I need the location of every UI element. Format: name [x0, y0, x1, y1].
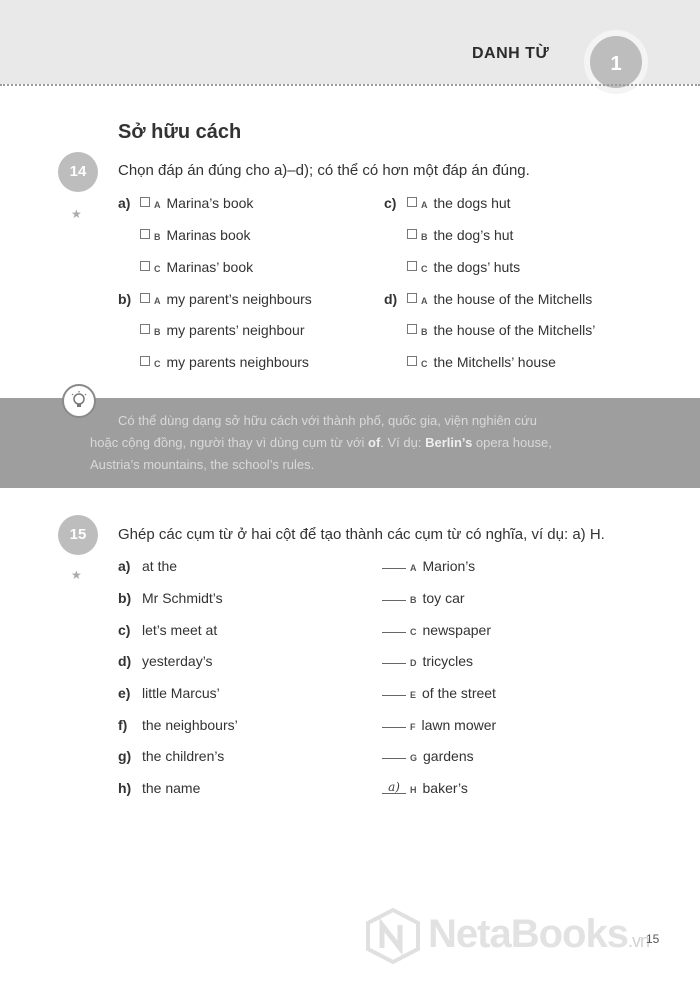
question-label: d)	[384, 291, 398, 307]
checkbox[interactable]	[140, 261, 150, 271]
right-item: G gardens	[382, 748, 474, 764]
left-item: yesterday’s	[142, 653, 213, 669]
right-item: C newspaper	[382, 622, 491, 638]
left-item: Mr Schmidt’s	[142, 590, 223, 606]
question-label: a)	[118, 195, 131, 211]
chapter-number: 1	[610, 53, 622, 75]
exercise-14-badge: 14	[58, 152, 98, 192]
left-item: the neighbours’	[142, 717, 238, 733]
option-d-C[interactable]: C the Mitchells’ house	[407, 354, 556, 370]
option-b-B[interactable]: B my parents’ neighbour	[140, 322, 305, 338]
item-label: h)	[118, 780, 132, 796]
checkbox[interactable]	[140, 356, 150, 366]
option-b-C[interactable]: C my parents neighbours	[140, 354, 309, 370]
option-c-A[interactable]: A the dogs hut	[407, 195, 511, 211]
answer-blank[interactable]: a)	[382, 781, 406, 794]
exercise-15-instruction: Ghép các cụm từ ở hai cột để tạo thành các cụm từ có nghĩa, ví dụ: a) H.	[118, 526, 605, 543]
right-item: A Marion’s	[382, 558, 475, 574]
left-item: the children’s	[142, 748, 225, 764]
exercise-15-badge: 15	[58, 515, 98, 555]
netabooks-logo-icon	[364, 908, 422, 964]
option-d-B[interactable]: B the house of the Mitchells’	[407, 322, 595, 338]
question-label: c)	[384, 195, 397, 211]
answer-blank[interactable]	[382, 568, 406, 569]
option-c-C[interactable]: C the dogs’ huts	[407, 259, 520, 275]
item-label: f)	[118, 717, 128, 733]
item-label: e)	[118, 685, 131, 701]
right-item: F lawn mower	[382, 717, 496, 733]
star-icon: ★	[71, 207, 82, 221]
checkbox[interactable]	[407, 356, 417, 366]
tip-text	[90, 410, 650, 476]
item-label: c)	[118, 622, 131, 638]
right-item: E of the street	[382, 685, 496, 701]
left-item: let’s meet at	[142, 622, 218, 638]
option-a-A[interactable]: A Marina’s book	[140, 195, 253, 211]
checkbox[interactable]	[407, 324, 417, 334]
tip-line-2: hoặc cộng đồng, người thay vì dùng cụm từ với of. Ví dụ: Berlin’s opera house,	[90, 435, 552, 450]
star-icon: ★	[71, 568, 82, 582]
left-item: the name	[142, 780, 201, 796]
answer-blank[interactable]	[382, 600, 406, 601]
option-a-C[interactable]: C Marinas’ book	[140, 259, 253, 275]
left-item: at the	[142, 558, 178, 574]
exercise-14-instruction: Chọn đáp án đúng cho a)–d); có thể có hơn một đáp án đúng.	[118, 162, 530, 179]
checkbox[interactable]	[140, 197, 150, 207]
option-c-B[interactable]: B the dog’s hut	[407, 227, 513, 243]
chapter-title: DANH TỪ	[472, 45, 550, 62]
right-item: D tricycles	[382, 653, 473, 669]
answer-blank[interactable]	[382, 632, 406, 633]
item-label: b)	[118, 590, 132, 606]
item-label: d)	[118, 653, 132, 669]
checkbox[interactable]	[407, 293, 417, 303]
right-item: a) H baker’s	[382, 780, 468, 796]
answer-blank[interactable]	[382, 663, 406, 664]
checkbox[interactable]	[140, 293, 150, 303]
checkbox[interactable]	[140, 324, 150, 334]
page-number: 15	[646, 932, 660, 946]
section-title: Sở hữu cách	[118, 121, 242, 143]
watermark-text: NetaBooks.vn	[428, 912, 649, 956]
checkbox[interactable]	[407, 229, 417, 239]
item-label: g)	[118, 748, 132, 764]
tip-line-3: Austria’s mountains, the school’s rules.	[90, 457, 315, 472]
answer-blank[interactable]	[382, 727, 406, 728]
answer-blank[interactable]	[382, 695, 406, 696]
tip-line-1: Có thể dùng dạng sở hữu cách với thành phố, quốc gia, viện nghiên cứu	[118, 413, 537, 428]
option-d-A[interactable]: A the house of the Mitchells	[407, 291, 592, 307]
checkbox[interactable]	[407, 197, 417, 207]
header-divider	[0, 84, 700, 86]
right-item: B toy car	[382, 590, 465, 606]
option-b-A[interactable]: A my parent’s neighbours	[140, 291, 312, 307]
left-item: little Marcus’	[142, 685, 220, 701]
item-label: a)	[118, 558, 131, 574]
answer-blank[interactable]	[382, 758, 406, 759]
option-a-B[interactable]: B Marinas book	[140, 227, 251, 243]
checkbox[interactable]	[140, 229, 150, 239]
checkbox[interactable]	[407, 261, 417, 271]
question-label: b)	[118, 291, 132, 307]
